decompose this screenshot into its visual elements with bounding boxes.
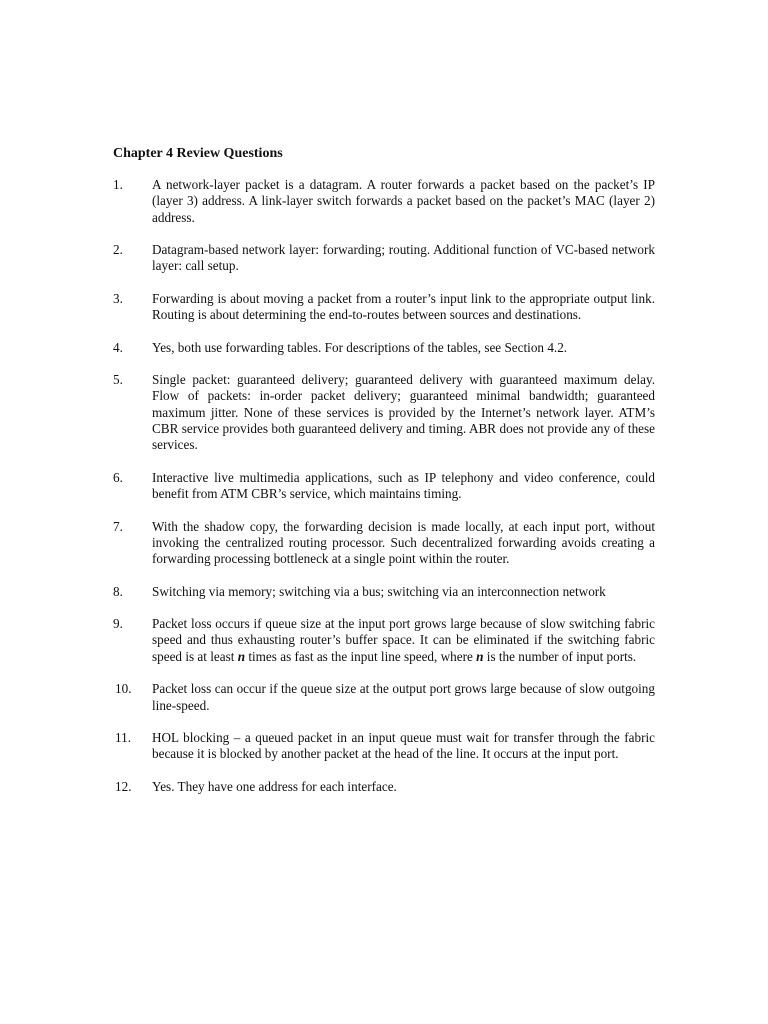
- item-text-part: Packet loss occurs if queue size at the input port grows large because of slow switching fabric speed and thus exhausting router’s buffer space. It can be eliminated if the switching fabric speed is at least: [152, 616, 655, 664]
- list-item: [113, 519, 655, 568]
- list-item: [113, 372, 655, 453]
- item-number: 1.: [113, 177, 123, 192]
- item-text: A network-layer packet is a datagram. A router forwards a packet based on the packet’s IP (layer 3) address. A link-layer switch forwards a packet based on the packet’s MAC (layer 2) address.: [152, 177, 655, 225]
- item-number: 9.: [113, 616, 123, 632]
- item-number: 11.: [115, 730, 131, 745]
- list-item: [113, 584, 655, 600]
- item-text: HOL blocking – a queued packet in an input queue must wait for transfer through the fabric because it is blocked by another packet at the head of the line. It occurs at the input port.: [152, 730, 655, 762]
- item-number: 10.: [115, 681, 132, 697]
- emphasis-variable: n: [476, 648, 484, 664]
- item-text: Datagram-based network layer: forwarding; routing. Additional function of VC-based network layer: call setup.: [152, 242, 655, 274]
- item-text: Single packet: guaranteed delivery; guaranteed delivery with guaranteed maximum delay. Flow of packets: in-order packet delivery; guaranteed minimal bandwidth; guaranteed maximum jitter. None of these services is provided by the Internet’s network layer. ATM’s CBR service provides both guaranteed delivery and timing. ABR does not provide any of these services.: [152, 372, 655, 453]
- list-item: [113, 242, 655, 275]
- item-text: Packet loss can occur if the queue size at the output port grows large because of slow outgoing line-speed.: [152, 681, 655, 713]
- list-item: [113, 291, 655, 324]
- item-text: Switching via memory; switching via a bus; switching via an interconnection network: [152, 583, 606, 599]
- list-item: [113, 340, 655, 356]
- item-number: 7.: [113, 518, 123, 534]
- item-number: 12.: [115, 778, 132, 794]
- item-number: 8.: [113, 583, 123, 599]
- list-item: [113, 177, 655, 226]
- item-number: 6.: [113, 469, 123, 485]
- item-number: 4.: [113, 339, 123, 355]
- item-text-part: is the number of input ports.: [483, 648, 637, 664]
- list-item: [113, 730, 655, 763]
- item-number: 2.: [113, 242, 123, 258]
- review-question-list: [113, 177, 655, 811]
- item-text: With the shadow copy, the forwarding decision is made locally, at each input port, without invoking the centralized routing processor. Such decentralized forwarding avoids creating a forwarding processing bottleneck at a single point within the router.: [152, 518, 655, 567]
- item-number: 3.: [113, 290, 123, 306]
- list-item: [113, 681, 655, 714]
- item-text: Yes. They have one address for each interface.: [152, 778, 397, 794]
- document-title: Chapter 4 Review Questions: [113, 146, 283, 161]
- item-text: Yes, both use forwarding tables. For descriptions of the tables, see Section 4.2.: [152, 339, 568, 355]
- list-item: [113, 779, 655, 795]
- list-item: [113, 470, 655, 503]
- list-item: [113, 616, 655, 665]
- item-text: Interactive live multimedia applications, such as IP telephony and video conference, could benefit from ATM CBR’s service, which maintains timing.: [152, 469, 655, 502]
- emphasis-variable: n: [237, 648, 246, 664]
- item-text: Forwarding is about moving a packet from a router’s input link to the appropriate output link. Routing is about determining the end-to-routes between sources and destinations.: [152, 290, 655, 323]
- item-text-part: times as fast as the input line speed, where: [245, 648, 477, 664]
- item-number: 5.: [113, 372, 123, 388]
- item-text: [152, 616, 655, 664]
